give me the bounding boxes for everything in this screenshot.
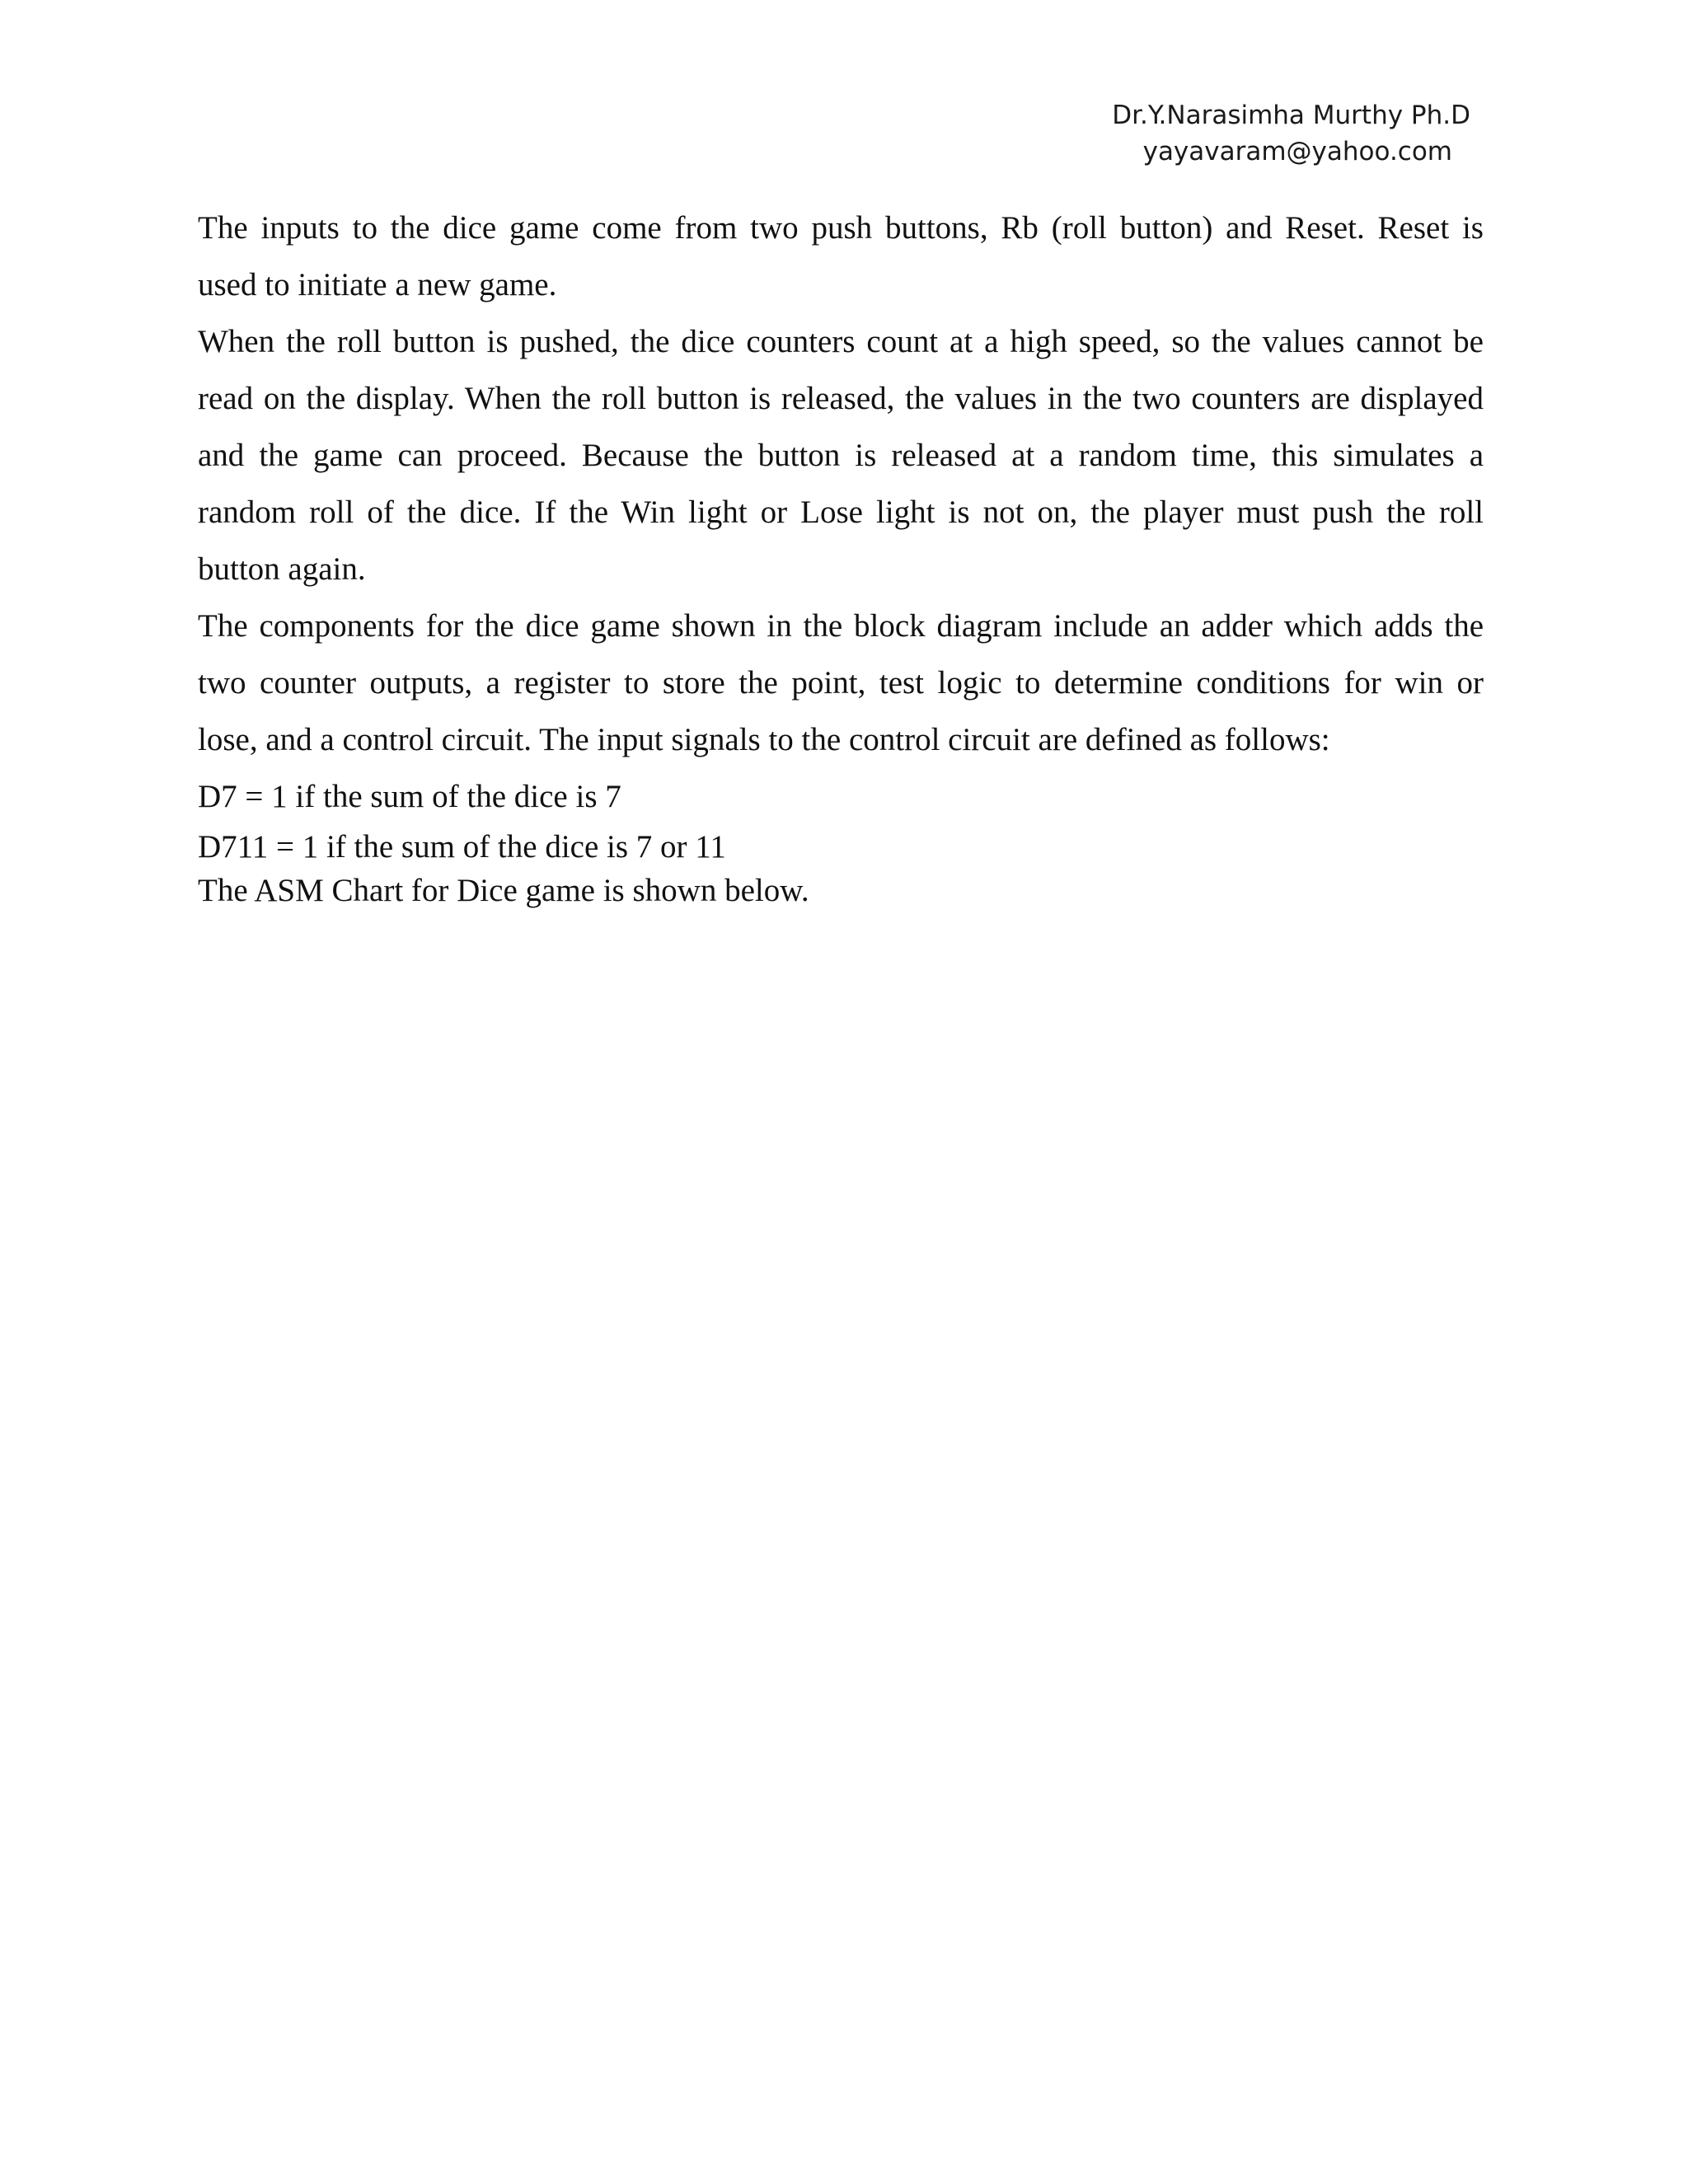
closing-sentence: The ASM Chart for Dice game is shown below. <box>198 873 809 908</box>
paragraph-components <box>198 598 1484 768</box>
text-line: random roll of the dice. If the Win light or Lose light is not on, the player must push the roll <box>198 494 1484 530</box>
text-line: used to initiate a new game. <box>198 267 557 302</box>
author-email: yayavaram@yahoo.com <box>1142 137 1452 166</box>
definition-d711: D711 = 1 if the sum of the dice is 7 or 11 <box>198 829 726 865</box>
text-line: two counter outputs, a register to store the point, test logic to determine conditions for win or <box>198 665 1484 701</box>
text-line: button again. <box>198 551 366 587</box>
text-line: lose, and a control circuit. The input signals to the control circuit are defined as follows: <box>198 722 1330 757</box>
document-body <box>198 199 1484 912</box>
text-line: read on the display. When the roll button is released, the values in the two counters are displayed <box>198 381 1484 416</box>
page-header <box>1112 97 1470 170</box>
text-line: When the roll button is pushed, the dice counters count at a high speed, so the values cannot be <box>198 324 1484 359</box>
text-line: The components for the dice game shown in the block diagram include an adder which adds the <box>198 608 1484 644</box>
text-line: and the game can proceed. Because the button is released at a random time, this simulates a <box>198 438 1484 473</box>
paragraph-roll-button <box>198 313 1484 598</box>
paragraph-inputs <box>198 199 1484 313</box>
text-line: The inputs to the dice game come from two push buttons, Rb (roll button) and Reset. Reset is <box>198 210 1484 246</box>
author-name: Dr.Y.Narasimha Murthy Ph.D <box>1112 101 1470 130</box>
definition-d7: D7 = 1 if the sum of the dice is 7 <box>198 779 621 814</box>
